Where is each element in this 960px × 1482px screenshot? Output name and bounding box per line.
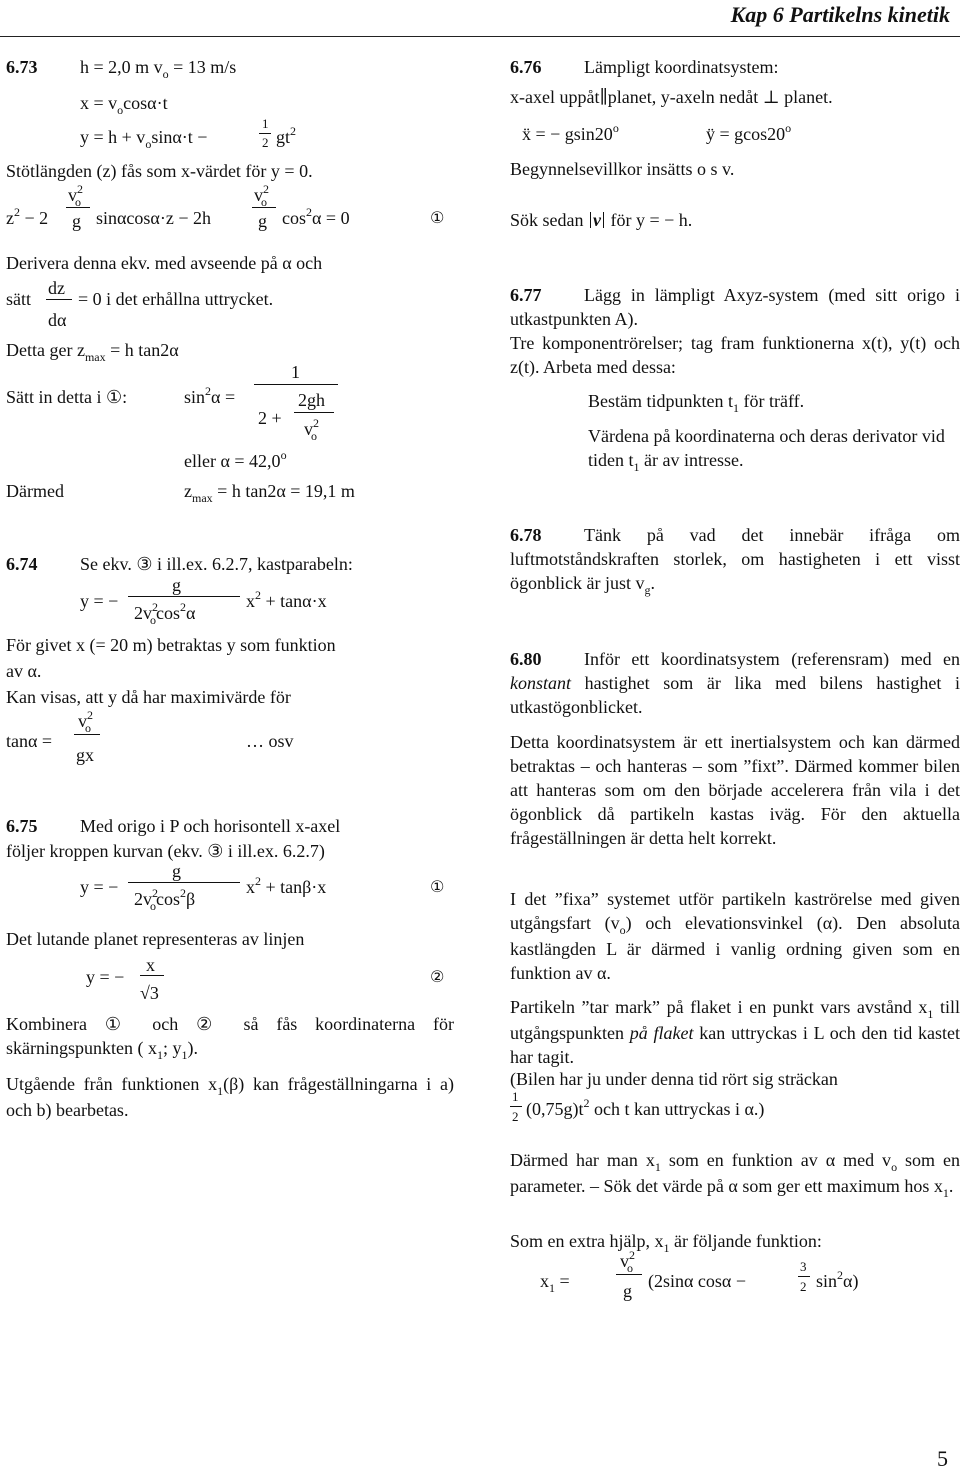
eq1-frac2-num: $v^2_o$	[254, 182, 269, 209]
eq1-frac2-den: g	[258, 211, 267, 231]
problem-6-77-l3: Bestäm tidpunkten $t_1$ för träff.	[588, 391, 805, 415]
problem-6-76-l2: x-axel uppåt∥planet, y-axeln nedåt ⊥ planet.	[510, 87, 833, 107]
problem-6-73-givens: 6.73 h = 2,0 m $v_o = 13$ m/s	[6, 57, 237, 81]
frac-num: 1	[262, 116, 269, 131]
x1-function-paren: (2sinα cosα −	[648, 1271, 747, 1291]
problem-6-80-para3: I det ”fixa” systemet utför partikeln kaströrelse med given utgångsfart $(v_o)$ och elevationsvinkel (α). Den absoluta kastlängden L är därmed i vanlig ordning given som en funktion av α.	[510, 889, 960, 983]
utgaende-text: Utgående från funktionen $x_1(\beta)$ kan frågeställningarna i a) och b) bearbetas.	[6, 1074, 454, 1120]
kombinera-text: Kombinera ① och ② så fås koordinaterna för skärningspunkten ( $x_1$; $y_1$).	[6, 1014, 454, 1062]
eq-marker-2: ②	[430, 967, 445, 986]
lutande-text: Det lutande planet representeras av linjen	[6, 929, 305, 949]
half-den: 2	[512, 1109, 519, 1124]
sok-text: Sök sedan v för y = − h.	[510, 210, 693, 230]
x1-function-bar	[616, 1274, 642, 1275]
frac-den: 2	[262, 135, 269, 150]
half-num: 1	[512, 1089, 519, 1104]
problem-6-80-para4: Partikeln ”tar mark” på flaket i en punkt vars avstånd $x_1$ till utgångspunkten på flaket kan uttryckas i L och den tid kastet har tagit.	[510, 997, 960, 1067]
problem-6-75-l2: följer kroppen kurvan (ekv. ③ i ill.ex. 6.2.7)	[6, 841, 325, 861]
av-alpha-text: av α.	[6, 661, 42, 681]
eller-alpha: eller $\alpha = 42,0^o$	[184, 448, 287, 471]
x1-function-den: g	[623, 1281, 632, 1301]
ydd-eq: ÿ = $gcos20^o$	[706, 121, 792, 144]
kastparabel-bar	[128, 596, 240, 597]
begynnelse-text: Begynnelsevillkor insätts o s v.	[510, 159, 735, 179]
eq1-end: $\cos^2\alpha = 0$	[282, 205, 350, 228]
line-den: √3	[140, 983, 159, 1003]
kastparabel-num: g	[172, 575, 181, 595]
eq1-frac1-num: $v^2_o$	[68, 182, 83, 209]
frac-bar	[259, 133, 271, 134]
sin-frac-num: 1	[291, 362, 300, 382]
tan-lhs: tanα =	[6, 731, 53, 751]
problem-6-74-intro: 6.74 Se ekv. ③ i ill.ex. 6.2.7, kastparabeln:	[6, 554, 353, 574]
detta-ger: Detta ger $z_{max} = h$ tan2α	[6, 340, 179, 364]
satt-rest: = 0 i det erhållna uttrycket.	[78, 289, 274, 309]
zmax-result: $z_{max} = h$ tan2α = 19,1 m	[184, 481, 355, 505]
eq-y: $y = h + v_o\sin\alpha\cdot t$ −	[80, 127, 208, 151]
line-num: x	[146, 955, 155, 975]
three-halves-den: 2	[800, 1279, 807, 1294]
dz-num: dz	[48, 278, 65, 298]
sin-frac-bar	[254, 384, 338, 385]
eq1-mid: sinαcosα·z − 2h	[96, 208, 211, 228]
half-bar	[510, 1106, 522, 1107]
problem-6-80-para1: 6.80 Inför ett koordinatsystem (referensram) med en konstant hastighet som är lika med bilens hastighet i utkastögonblicket.	[510, 649, 960, 717]
x1-function-tail: $\sin^2\alpha$)	[816, 1268, 859, 1291]
kastparabel-lhs: y = −	[80, 591, 119, 611]
problem-6-80-para2: Detta koordinatsystem är ett inertialsystem och kan därmed betraktas – och hanteras – som ”fixt”. Därmed kommer bilen att hanteras som om den började accelerera från vila i det ögonblick då partikeln kastas iväg. För den aktuella frågeställningen är detta helt korrekt.	[510, 732, 960, 848]
eq-marker-1b: ①	[430, 877, 445, 896]
eq-y-tail: $gt^2$	[276, 124, 297, 147]
satt-in-text: Sätt in detta i ①:	[6, 387, 128, 407]
sin-den-a: 2 +	[258, 408, 282, 428]
eq-x: $x = v_o\cos\alpha\cdot t$	[80, 93, 168, 117]
tan-bar	[74, 734, 100, 735]
dz-bar	[46, 299, 72, 300]
curve-bar	[128, 882, 240, 883]
sin-lhs: $\sin^2\alpha$ =	[184, 384, 236, 407]
kastparabel-den: $2v^2_o\cos^2\alpha$	[134, 600, 196, 627]
sin-den-num: 2gh	[298, 390, 325, 410]
eq1-lhs: $z^2 - 2$	[6, 205, 49, 228]
satt-word: sätt	[6, 289, 31, 309]
stotlangd-text: Stötlängden (z) fås som x-värdet för y = 0.	[6, 161, 313, 181]
problem-6-80-para5a: (Bilen har ju under denna tid rört sig sträckan	[510, 1069, 838, 1089]
problem-6-80-para7: Som en extra hjälp, $x_1$ är följande funktion:	[510, 1231, 822, 1255]
problem-6-75-l1: 6.75 Med origo i P och horisontell x-axel	[6, 816, 341, 836]
xdd-eq: ẍ = − $gsin20^o$	[522, 121, 619, 144]
problem-6-77-l1: 6.77 Lägg in lämpligt Axyz-system (med sitt origo i utkastpunkten A).	[510, 285, 960, 329]
sin-den-bar	[294, 412, 334, 413]
three-halves-bar	[798, 1276, 810, 1277]
sin-den-den: $v^2_o$	[304, 416, 319, 443]
eq-marker-1: ①	[430, 208, 445, 227]
page-number: 5	[937, 1446, 948, 1471]
line-bar	[140, 975, 164, 976]
three-halves-num: 3	[800, 1259, 807, 1274]
eq1-frac1-den: g	[72, 211, 81, 231]
curve-lhs: y = −	[80, 877, 119, 897]
darmed-label: Därmed	[6, 481, 64, 501]
eq1-frac2-bar	[252, 207, 276, 208]
problem-6-80-para5b: $(0,75g)t^2$ och t kan uttryckas i α.)	[526, 1096, 765, 1119]
eq1-frac1-bar	[66, 207, 90, 208]
problem-6-80-para6: Därmed har man $x_1$ som en funktion av α med $v_o$ som en parameter. – Sök det värde på α som ger ett maximum hos $x_1$.	[510, 1150, 960, 1200]
problem-6-77-l4: Värdena på koordinaterna och deras derivator vid tiden $t_1$ är av intresse.	[588, 426, 945, 474]
page-header: Kap 6 Partikelns kinetik	[730, 2, 950, 27]
problem-6-77-l2: Tre komponentrörelser; tag fram funktionerna x(t), y(t) och z(t). Arbeta med dessa:	[510, 333, 960, 377]
problem-6-76-l1: 6.76 Lämpligt koordinatsystem:	[510, 57, 779, 77]
problem-6-78-text: 6.78 Tänk på vad det innebär ifråga om luftmotståndskraften storlek, om hastigheten i ett visst ögonblick är just $v_g$.	[510, 525, 960, 597]
header-rule	[0, 36, 960, 37]
x1-function-lhs: $x_1$ =	[540, 1271, 570, 1295]
osv-text: … osv	[246, 731, 294, 751]
curve-num: g	[172, 861, 181, 881]
dalpha-den: dα	[48, 310, 67, 330]
tan-num: $v^2_o$	[78, 708, 93, 735]
forgivet-text: För givet x (= 20 m) betraktas y som funktion	[6, 635, 336, 655]
x1-function-num: $v^2_o$	[620, 1248, 635, 1275]
curve-rest: $x^2 + \tan\beta\cdot x$	[246, 874, 327, 897]
derivera-text: Derivera denna ekv. med avseende på α och	[6, 253, 323, 273]
line-lhs: y = −	[86, 967, 125, 987]
kan-visas-text: Kan visas, att y då har maximivärde för	[6, 687, 291, 707]
kastparabel-rest: $x^2 + \tan\alpha\cdot x$	[246, 588, 327, 611]
tan-den: gx	[76, 745, 94, 765]
curve-den: $2v^2_o\cos^2\beta$	[134, 886, 196, 913]
